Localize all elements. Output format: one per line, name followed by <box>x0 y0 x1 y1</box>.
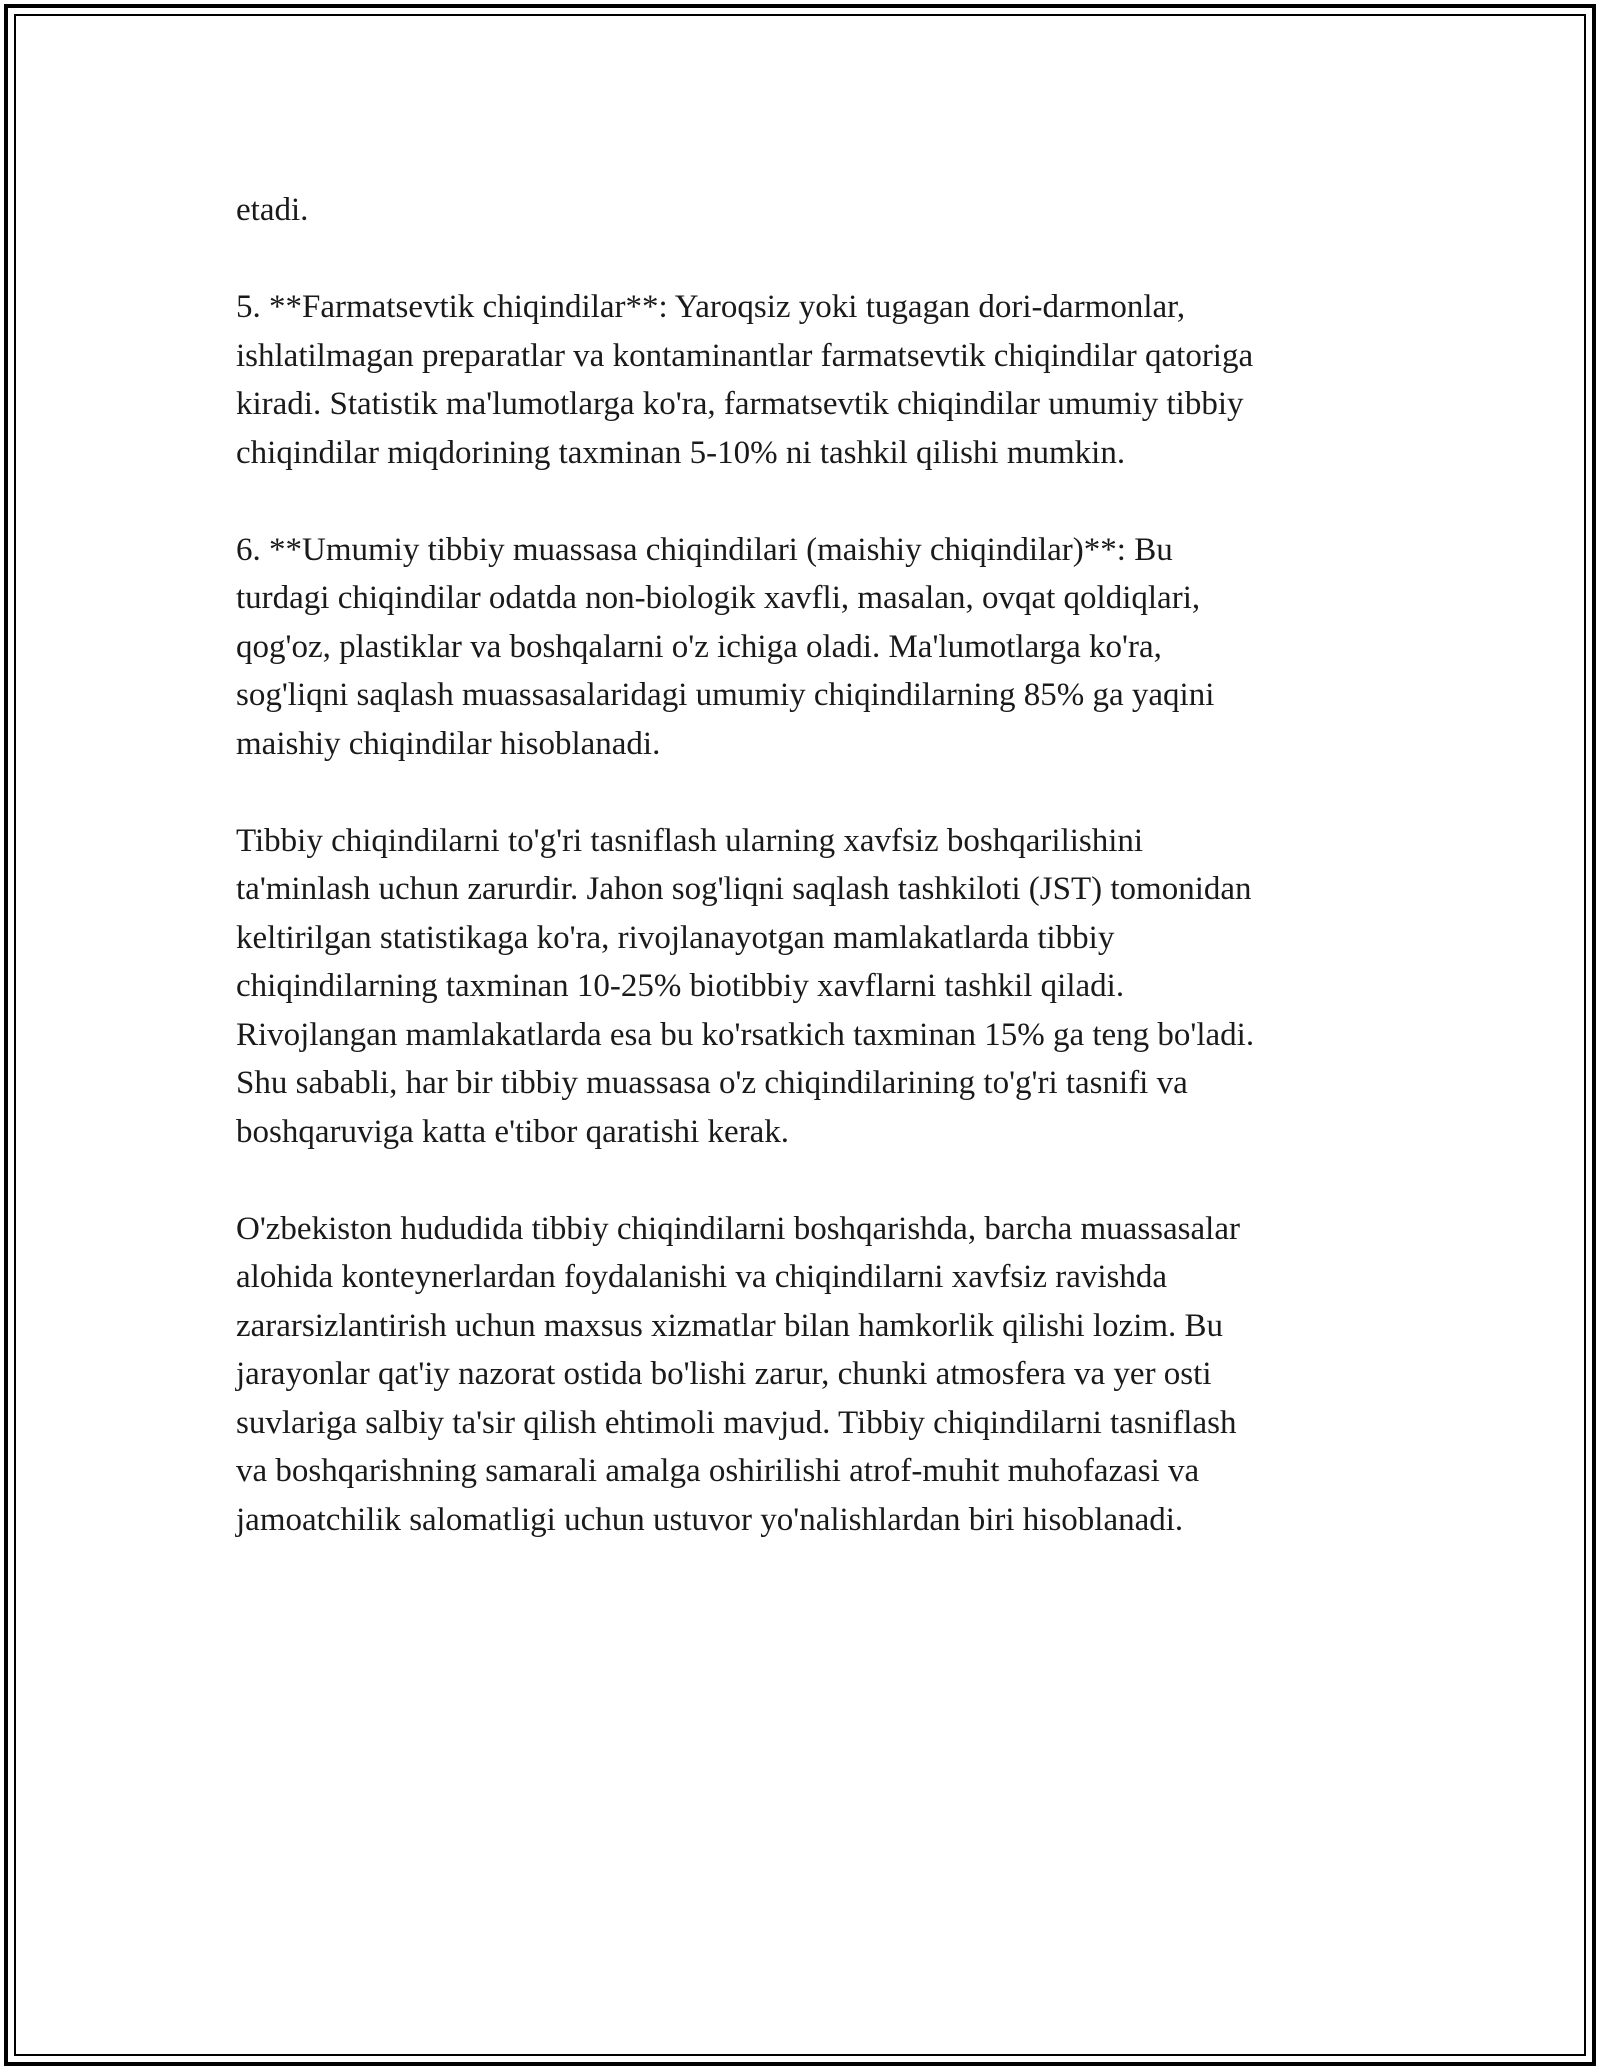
document-body <box>236 186 1376 1593</box>
paragraph-general-waste: 6. **Umumiy tibbiy muassasa chiqindilari (maishiy chiqindilar)**: Bu turdagi chiqindilar odatda non-biologik xavfli, masalan, ovqat qoldiqlari, qog'oz, plastiklar va boshqalarni o'z ichiga oladi. Ma'lumotlarga ko'ra, sog'liqni saqlash muassasalaridagi umumiy chiqindilarning 85% ga yaqini maishiy chiqindilar hisoblanadi. <box>236 531 1215 762</box>
paragraph-classification: Tibbiy chiqindilarni to'g'ri tasniflash ularning xavfsiz boshqarilishini ta'minlash uchun zarurdir. Jahon sog'liqni saqlash tashkiloti (JST) tomonidan keltirilgan statistikaga ko'ra, rivojlanayotgan mamlakatlarda tibbiy chiqindilarning taxminan 10-25% biotibbiy xavflarni tashkil qiladi. Rivojlangan mamlakatlarda esa bu ko'rsatkich taxminan 15% ga teng bo'ladi. Shu sababli, har bir tibbiy muassasa o'z chiqindilarining to'g'ri tasnifi va boshqaruviga katta e'tibor qaratishi kerak. <box>236 822 1255 1150</box>
paragraph-continuation: etadi. <box>236 192 309 228</box>
paragraph-pharmaceutical-waste: 5. **Farmatsevtik chiqindilar**: Yaroqsiz yoki tugagan dori-darmonlar, ishlatilmagan preparatlar va kontaminantlar farmatsevtik chiqindilar qatoriga kiradi. Statistik ma'lumotlarga ko'ra, farmatsevtik chiqindilar umumiy tibbiy chiqindilar miqdorining taxminan 5-10% ni tashkil qilishi mumkin. <box>236 289 1254 471</box>
paragraph-uzbekistan: O'zbekiston hududida tibbiy chiqindilarni boshqarishda, barcha muassasalar alohida konteynerlardan foydalanishi va chiqindilarni xavfsiz ravishda zararsizlantirish uchun maxsus xizmatlar bilan hamkorlik qilishi lozim. Bu jarayonlar qat'iy nazorat ostida bo'lishi zarur, chunki atmosfera va yer osti suvlariga salbiy ta'sir qilish ehtimoli mavjud. Tibbiy chiqindilarni tasniflash va boshqarishning samarali amalga oshirilishi atrof-muhit muhofazasi va jamoatchilik salomatligi uchun ustuvor yo'nalishlardan biri hisoblanadi. <box>236 1210 1240 1538</box>
